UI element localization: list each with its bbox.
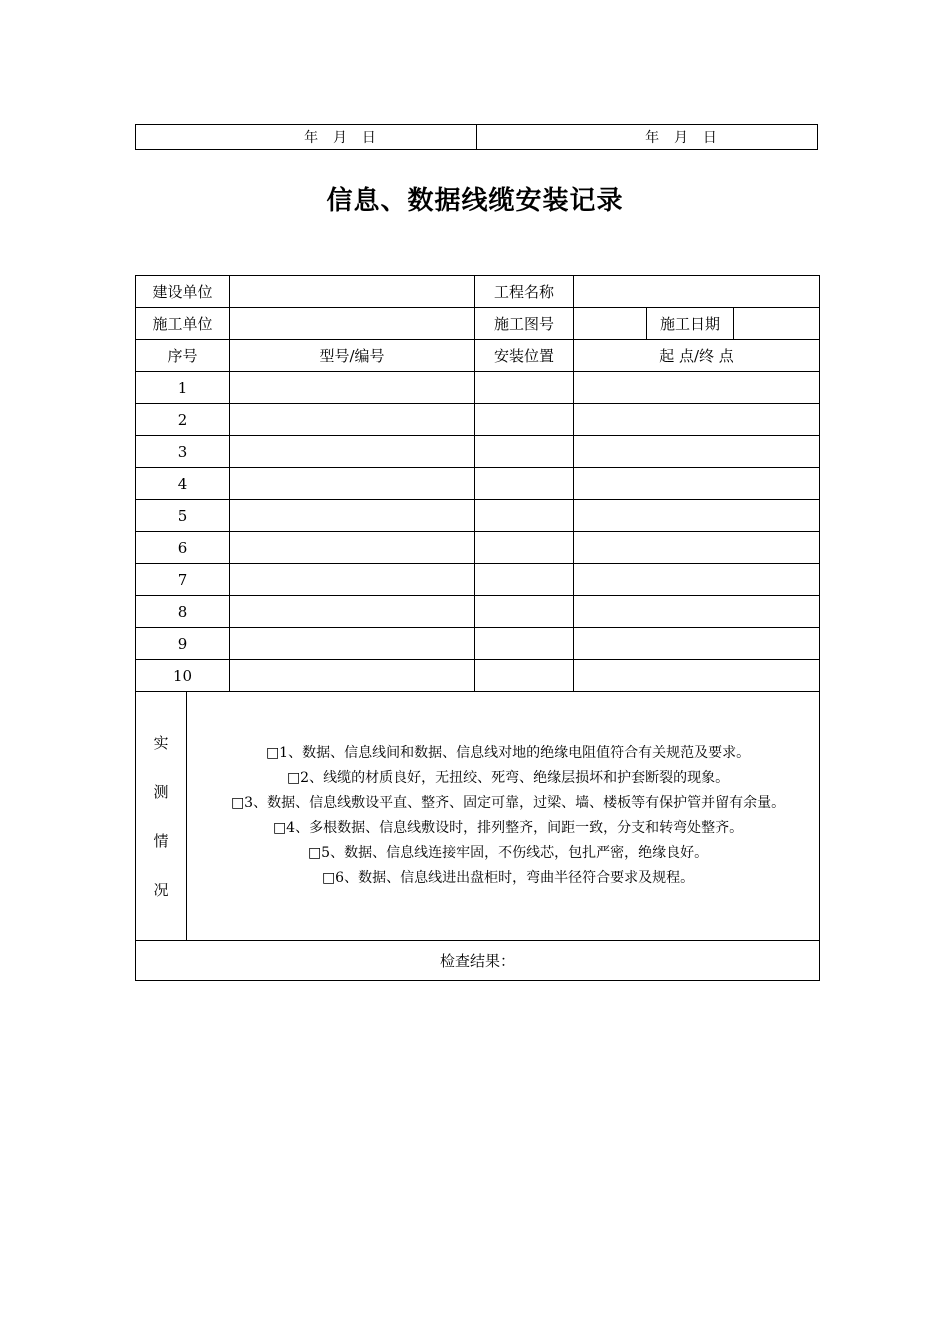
row-number: 3 — [136, 436, 230, 468]
contractor-label: 施工单位 — [136, 308, 230, 340]
table-row — [136, 276, 820, 308]
model-cell[interactable] — [230, 372, 475, 404]
drawing-no-label: 施工图号 — [475, 308, 574, 340]
date-field-left[interactable]: 年 月 日 — [304, 130, 378, 146]
row-number: 4 — [136, 468, 230, 500]
table-row — [136, 564, 820, 596]
project-name-field[interactable] — [574, 276, 820, 308]
location-cell[interactable] — [475, 372, 574, 404]
location-cell[interactable] — [475, 660, 574, 692]
checklist-item-4[interactable]: □4、多根数据、信息线敷设时，排列整齐，间距一致，分支和转弯处整齐。 — [272, 820, 744, 836]
checklist-item-2[interactable]: □2、线缆的材质良好，无扭绞、死弯、绝缘层损坏和护套断裂的现象。 — [286, 770, 730, 786]
location-cell[interactable] — [475, 500, 574, 532]
table-row — [136, 628, 820, 660]
drawing-no-field[interactable] — [574, 308, 647, 340]
table-row — [136, 372, 820, 404]
measurement-label-char: 测 — [153, 783, 169, 801]
measurement-vertical-label — [136, 692, 186, 940]
column-header-endpoints: 起 点/终 点 — [574, 340, 820, 372]
construction-date-field[interactable] — [734, 308, 820, 340]
signature-date-row — [135, 124, 818, 150]
checklist-cell — [187, 692, 820, 941]
location-cell[interactable] — [475, 628, 574, 660]
row-number: 1 — [136, 372, 230, 404]
checklist-item-1[interactable]: □1、数据、信息线间和数据、信息线对地的绝缘电阻值符合有关规范及要求。 — [265, 745, 751, 761]
table-row — [136, 596, 820, 628]
construction-unit-field[interactable] — [230, 276, 475, 308]
row-number: 2 — [136, 404, 230, 436]
installation-record-table — [135, 275, 820, 981]
result-section — [136, 941, 820, 981]
table-row — [136, 436, 820, 468]
measurement-label-cell — [136, 692, 187, 941]
endpoints-cell[interactable] — [574, 596, 820, 628]
table-row — [136, 404, 820, 436]
model-cell[interactable] — [230, 564, 475, 596]
row-number: 8 — [136, 596, 230, 628]
endpoints-cell[interactable] — [574, 468, 820, 500]
endpoints-cell[interactable] — [574, 436, 820, 468]
table-row — [136, 308, 820, 340]
model-cell[interactable] — [230, 596, 475, 628]
model-cell[interactable] — [230, 436, 475, 468]
row-number: 10 — [136, 660, 230, 692]
checklist-item-3[interactable]: □3、数据、信息线敷设平直、整齐、固定可靠，过梁、墙、楼板等有保护管并留有余量。 — [230, 795, 786, 811]
location-cell[interactable] — [475, 532, 574, 564]
measurement-label-char: 实 — [153, 734, 169, 752]
location-cell[interactable] — [475, 596, 574, 628]
row-number: 5 — [136, 500, 230, 532]
model-cell[interactable] — [230, 500, 475, 532]
location-cell[interactable] — [475, 564, 574, 596]
column-header-model: 型号/编号 — [230, 340, 475, 372]
inspection-result-field[interactable] — [136, 941, 820, 981]
column-header-row — [136, 340, 820, 372]
contractor-field[interactable] — [230, 308, 475, 340]
table-row — [136, 660, 820, 692]
measurement-label-char: 情 — [153, 832, 169, 850]
endpoints-cell[interactable] — [574, 500, 820, 532]
row-number: 7 — [136, 564, 230, 596]
model-cell[interactable] — [230, 468, 475, 500]
location-cell[interactable] — [475, 404, 574, 436]
row-number: 9 — [136, 628, 230, 660]
model-cell[interactable] — [230, 660, 475, 692]
endpoints-cell[interactable] — [574, 628, 820, 660]
location-cell[interactable] — [475, 468, 574, 500]
endpoints-cell[interactable] — [574, 404, 820, 436]
date-field-right[interactable]: 年 月 日 — [476, 125, 817, 149]
model-cell[interactable] — [230, 532, 475, 564]
model-cell[interactable] — [230, 628, 475, 660]
checklist-item-6[interactable]: □6、数据、信息线进出盘柜时，弯曲半径符合要求及规程。 — [321, 870, 695, 886]
project-name-label: 工程名称 — [475, 276, 574, 308]
measurement-section — [136, 692, 820, 941]
inspection-result-label: 检查结果： — [440, 952, 516, 970]
checklist-item-5[interactable]: □5、数据、信息线连接牢固，不伤线芯，包扎严密，绝缘良好。 — [307, 845, 709, 861]
endpoints-cell[interactable] — [574, 532, 820, 564]
location-cell[interactable] — [475, 436, 574, 468]
table-row — [136, 532, 820, 564]
measurement-label-char: 况 — [153, 881, 169, 899]
endpoints-cell[interactable] — [574, 564, 820, 596]
page-title: 信息、数据线缆安装记录 — [326, 186, 624, 216]
table-row — [136, 500, 820, 532]
table-row — [136, 468, 820, 500]
endpoints-cell[interactable] — [574, 372, 820, 404]
column-header-location: 安装位置 — [475, 340, 574, 372]
column-header-serial: 序号 — [136, 340, 230, 372]
endpoints-cell[interactable] — [574, 660, 820, 692]
construction-date-label: 施工日期 — [647, 308, 734, 340]
row-number: 6 — [136, 532, 230, 564]
construction-unit-label: 建设单位 — [136, 276, 230, 308]
model-cell[interactable] — [230, 404, 475, 436]
